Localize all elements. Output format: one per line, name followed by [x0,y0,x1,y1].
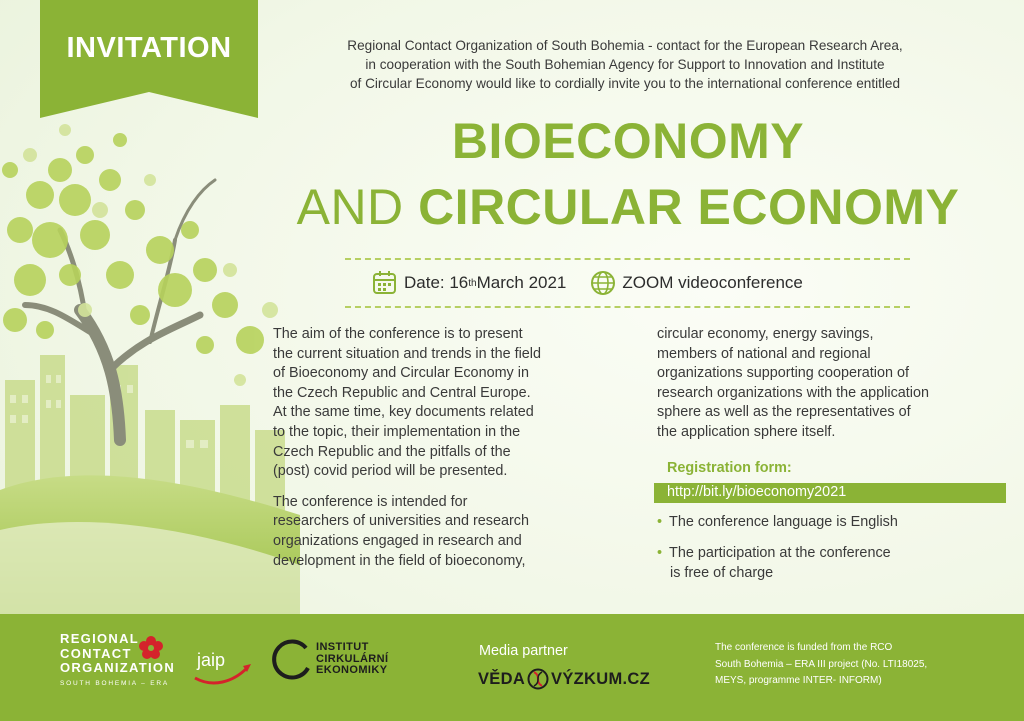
event-venue [590,270,802,296]
text-line: the current situation and trends in the field [273,345,541,362]
venue-text: ZOOM videoconference [622,273,803,292]
title-circular-economy: CIRCULAR ECONOMY [418,179,960,235]
intro-line: in cooperation with the South Bohemian Agency for Support to Innovation and Institute [365,57,885,72]
body-right-column [657,325,987,454]
tree-city-illustration [0,110,300,615]
swoosh-icon [193,636,253,686]
text-line: development in the field of bioeconomy, [273,552,526,569]
conference-title-line2 [268,178,988,236]
body-left-column [273,325,603,582]
text-line: the application sphere itself. [657,423,836,440]
ice-line: CIRKULÁRNÍ [316,652,389,665]
funding-line: South Bohemia – ERA III project (No. LTI18025, [715,658,928,670]
aim-paragraph [273,325,603,482]
invitation-label: INVITATION [66,32,232,64]
jaip-text: jaip [197,650,226,670]
veda-text: VĚDA [478,669,526,688]
media-partner-logo [478,668,650,690]
date-suffix: March 2021 [476,273,567,292]
calendar-icon [372,270,398,296]
footer [0,614,1024,721]
bullet-dot-icon: • [657,514,663,530]
text-line: Czech Republic and the pitfalls of the [273,443,511,460]
text-line: At the same time, key documents related [273,404,534,421]
rco-line: REGIONAL [60,631,140,646]
funding-line: The conference is funded from the RCO [715,642,893,653]
fee-bullet [657,544,891,583]
text-line: organizations engaged in research and [273,532,522,549]
ice-logo [268,634,398,689]
jaip-logo [193,636,253,686]
text-line: researchers of universities and research [273,513,529,530]
event-date [372,270,566,296]
text-line: research organizations with the application [657,384,929,401]
intro-line: of Circular Economy would like to cordially invite you to the international conference entitled [349,76,901,91]
vyzkum-text: VÝZKUM.CZ [551,669,650,688]
divider-bottom [345,306,910,308]
language-bullet [657,513,898,533]
event-info [372,266,803,300]
text-line: to the topic, their implementation in the [273,423,521,440]
bullet-dot-icon: • [657,545,663,561]
ice-text [316,642,388,677]
circle-logo-icon [268,638,314,684]
registration-link[interactable]: http://bit.ly/bioeconomy2021 [667,484,847,500]
dna-icon [527,668,549,690]
flower-icon [138,635,164,661]
rco-line: CONTACT [60,645,132,661]
text-line: organizations supporting cooperation of [657,365,910,382]
globe-icon [590,270,616,296]
text-line: The conference is intended for [273,493,468,510]
conference-title-line1: BIOECONOMY [451,113,805,169]
language-text: The conference language is English [669,514,898,530]
rco-line: ORGANIZATION [60,660,176,675]
media-partner-label: Media partner [479,643,568,659]
date-prefix: Date: 16 [404,273,469,292]
audience-paragraph [273,493,603,571]
intro-text [300,36,950,93]
text-line: the Czech Republic and Central Europe. [273,384,531,401]
fee-text-line2: is free of charge [670,564,774,581]
fee-text-line1: The participation at the conference [669,545,891,561]
text-line: circular economy, energy savings, [657,326,874,342]
title-and: AND [296,179,419,235]
funding-line: MEYS, programme INTER- INFORM) [715,675,882,686]
ice-line: INSTITUT [316,641,369,653]
invitation-ribbon [40,0,258,118]
ice-line: EKONOMIKY [316,664,388,676]
rco-logo [60,632,190,692]
text-line: sphere as well as the representatives of [657,404,911,421]
text-line: (post) covid period will be presented. [273,463,508,480]
divider-top [345,258,910,260]
date-suffix-sup: th [468,277,477,289]
rco-subtitle: SOUTH BOHEMIA – ERA [60,679,169,687]
text-line: of Bioeconomy and Circular Economy in [273,365,529,382]
funding-note [715,640,927,690]
intro-line: Regional Contact Organization of South Bohemia - contact for the European Research Area, [347,38,903,53]
text-line: members of national and regional [657,345,871,362]
audience-continued [657,325,987,443]
text-line: The aim of the conference is to present [273,326,523,342]
registration-label: Registration form: [667,460,792,476]
